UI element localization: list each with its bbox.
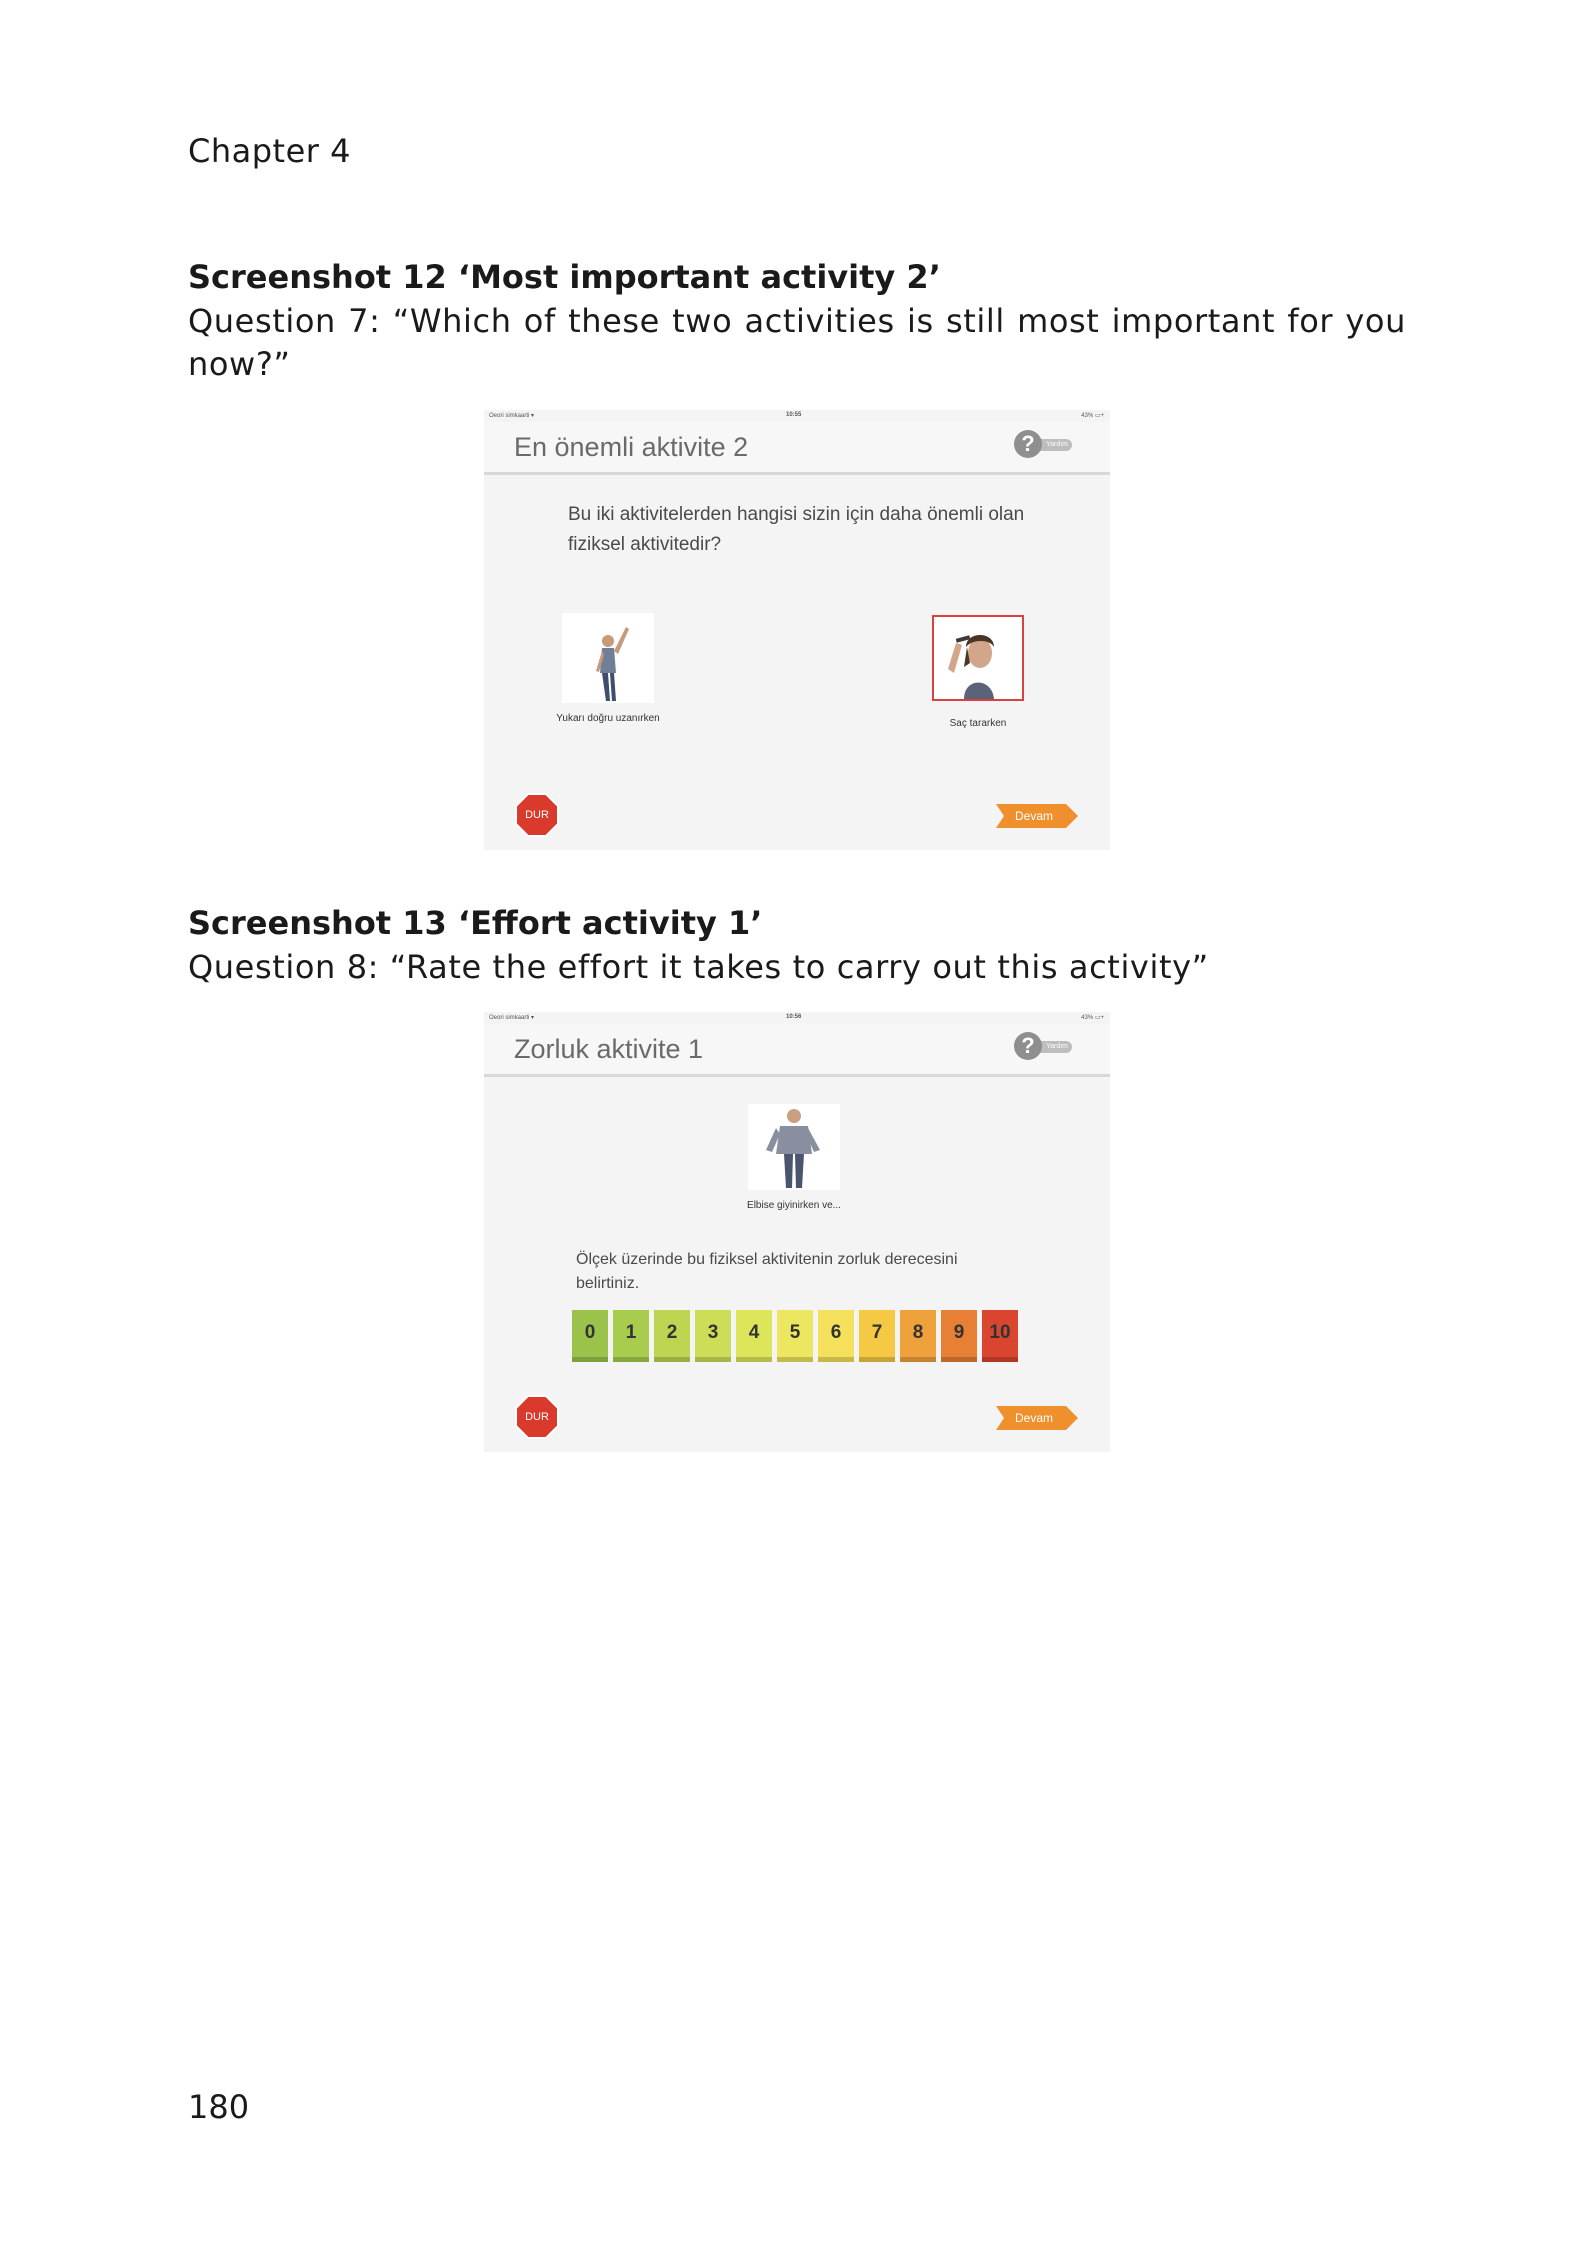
continue-label: Devam [1014,809,1053,823]
question-prompt: Bu iki aktivitelerden hangisi sizin için daha önemli olan fiziksel aktivitedir? [568,504,1025,555]
help-label: Yardım [1034,1041,1072,1053]
screenshot-12-question: Question 7: “Which of these two activities is still most important for you now?” [188,302,1406,383]
person-combing-hair-image [934,617,1022,699]
help-button[interactable] [1014,1032,1074,1062]
stop-label: DUR [525,809,549,821]
option-photo-combing-hair[interactable] [934,617,1022,699]
screen-title: En önemli aktivite 2 [514,432,749,462]
battery-status: 43% ▭+ [1081,1015,1104,1021]
person-dressing-image [748,1104,840,1190]
continue-label: Devam [1014,1411,1053,1425]
help-button[interactable] [1014,430,1074,460]
screenshot-12-title: Screenshot 12 ‘Most important activity 2’ [188,258,941,296]
status-time: 10:56 [786,1014,802,1020]
stop-button[interactable] [514,792,560,838]
scale-option-6[interactable]: 6 [818,1310,854,1362]
help-label: Yardım [1034,439,1072,451]
scale-option-3[interactable]: 3 [695,1310,731,1362]
activity-photo-dressing [748,1104,840,1190]
scale-option-4[interactable]: 4 [736,1310,772,1362]
screenshot-13-effort-activity [484,1012,1110,1452]
scale-option-0[interactable]: 0 [572,1310,608,1362]
scale-option-2[interactable]: 2 [654,1310,690,1362]
page-number: 180 [188,2088,250,2126]
status-bar [484,410,1110,422]
person-reaching-up-image [562,613,654,703]
question-prompt: Ölçek üzerinde bu fiziksel aktivitenin zorluk derecesini belirtiniz. [576,1251,958,1292]
status-time: 10:55 [786,412,802,418]
option-label-reaching-up: Yukarı doğru uzanırken [556,713,660,724]
scale-option-5[interactable]: 5 [777,1310,813,1362]
chapter-header: Chapter 4 [188,132,351,170]
screen-title: Zorluk aktivite 1 [514,1034,704,1064]
carrier-text: Oeori simkaarti ▾ [489,1015,535,1021]
continue-button[interactable] [996,1406,1078,1430]
effort-rating-scale [572,1310,1018,1362]
stop-button[interactable] [514,1394,560,1440]
question-mark-icon: ? [1014,430,1042,458]
option-photo-reaching-up[interactable] [562,613,654,703]
app-header [484,1024,1110,1077]
continue-button[interactable] [996,804,1078,828]
scale-option-10[interactable]: 10 [982,1310,1018,1362]
scale-option-1[interactable]: 1 [613,1310,649,1362]
stop-label: DUR [525,1411,549,1423]
app-header [484,422,1110,475]
activity-label: Elbise giyinirken ve... [747,1200,841,1211]
battery-status: 43% ▭+ [1081,413,1104,419]
screenshot-13-title: Screenshot 13 ‘Effort activity 1’ [188,904,763,942]
screenshot-12-most-important-activity [484,410,1110,850]
scale-option-9[interactable]: 9 [941,1310,977,1362]
question-mark-icon: ? [1014,1032,1042,1060]
status-bar [484,1012,1110,1024]
scale-option-8[interactable]: 8 [900,1310,936,1362]
scale-option-7[interactable]: 7 [859,1310,895,1362]
screenshot-13-question: Question 8: “Rate the effort it takes to carry out this activity” [188,948,1209,986]
option-label-combing-hair: Saç tararken [949,718,1007,729]
carrier-text: Oeori simkaarti ▾ [489,413,535,419]
